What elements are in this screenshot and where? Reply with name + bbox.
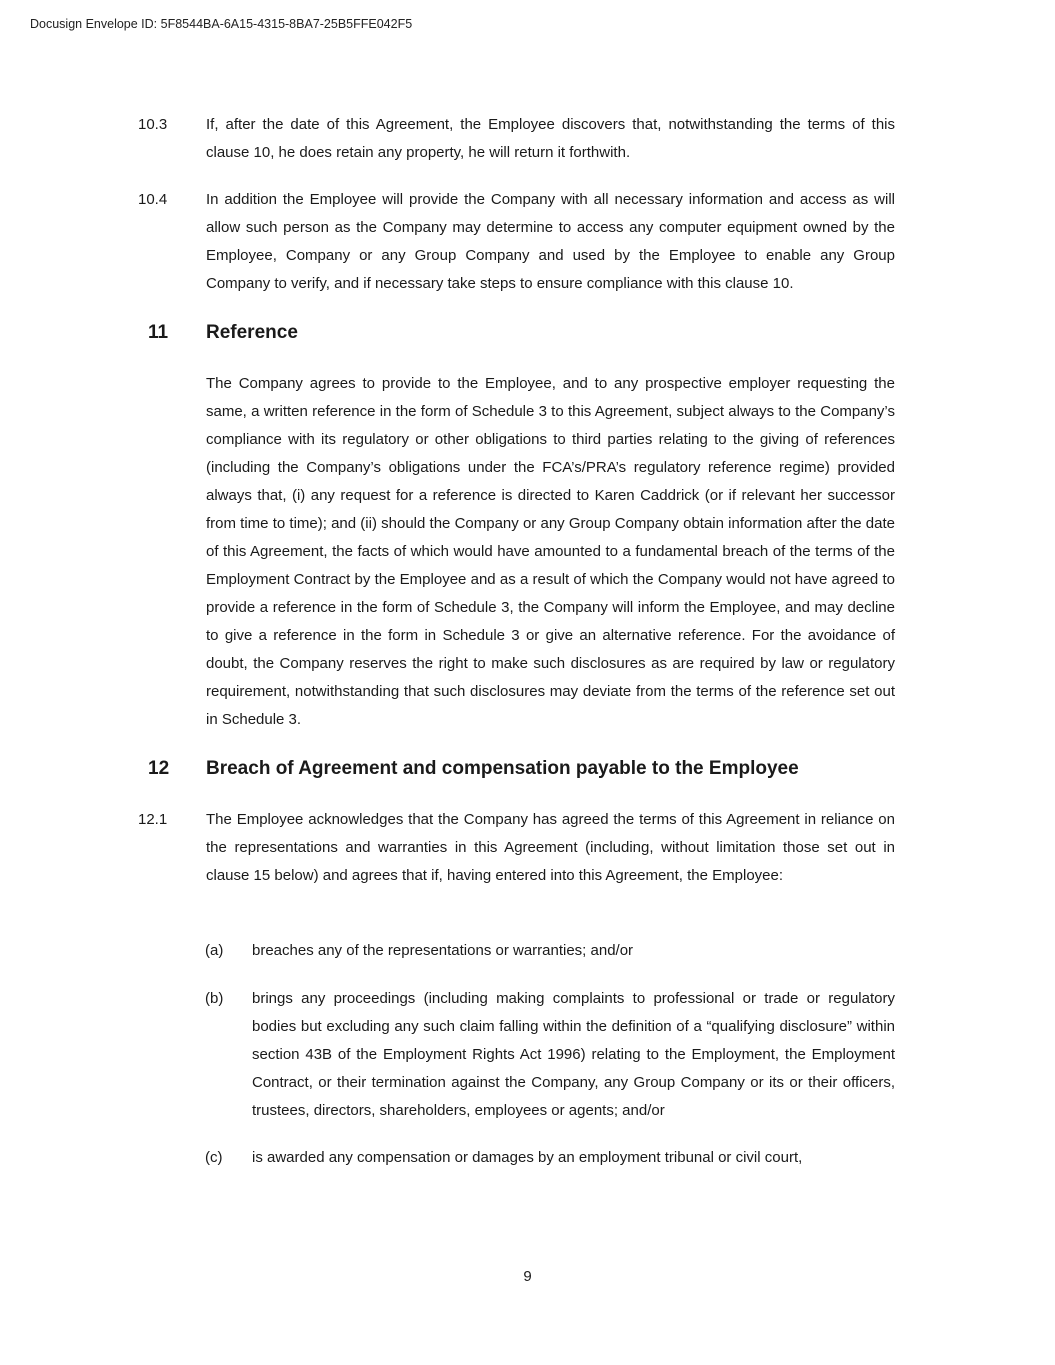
list-item-text-c: is awarded any compensation or damages by an employment tribunal or civil court,	[252, 1149, 803, 1166]
list-item-label-a: (a)	[205, 942, 224, 959]
section-text-11: The Company agrees to provide to the Employee, and to any prospective employer requesting the same, a written reference in the form of Schedule 3 to this Agreement, subject always to the Company’s compliance with its regulatory or other obligations to third parties relating to the giving of references (including the Company’s obligations under the FCA’s/PRA’s regulatory reference regime) provided always that, (i) any request for a reference is directed to Karen Caddrick (or if relevant her successor from time to time); and (ii) should the Company or any Group Company obtain information after the date of this Agreement, the facts of which would have amounted to a fundamental breach of the terms of the Employment Contract by the Employee and as a result of which the Company would not have agreed to provide a reference in the form of Schedule 3, the Company will inform the Employee, and may decline to give a reference in the form in Schedule 3 or give an alternative reference. For the avoidance of doubt, the Company reserves the right to make such disclosures as are required by law or regulatory requirement, notwithstanding that such disclosures may deviate from the terms of the reference set out in Schedule 3.	[206, 375, 895, 728]
clause-text-10-3: If, after the date of this Agreement, the Employee discovers that, notwithstanding the terms of this clause 10, he does retain any property, he will return it forthwith.	[206, 116, 895, 161]
page-number: 9	[523, 1268, 532, 1285]
section-title-11: Reference	[206, 322, 298, 343]
section-number-12: 12	[148, 758, 170, 779]
envelope-id: Docusign Envelope ID: 5F8544BA-6A15-4315-8BA7-25B5FFE042F5	[30, 17, 413, 31]
section-title-12: Breach of Agreement and compensation payable to the Employee	[206, 758, 799, 779]
clause-number-12-1: 12.1	[138, 811, 168, 828]
list-item-text-a: breaches any of the representations or warranties; and/or	[252, 942, 634, 959]
section-number-11: 11	[148, 322, 169, 343]
list-item-text-b: brings any proceedings (including making complaints to professional or trade or regulatory bodies but excluding any such claim falling within the definition of a “qualifying disclosure” within section 43B of the Employment Rights Act 1996) relating to the Employment, the Employment Contract, or their termination against the Company, any Group Company or its or their officers, trustees, directors, shareholders, employees or agents; and/or	[252, 990, 895, 1119]
clause-number-10-3: 10.3	[138, 116, 168, 133]
list-item-label-b: (b)	[205, 990, 224, 1007]
list-item-label-c: (c)	[205, 1149, 223, 1166]
clause-number-10-4: 10.4	[138, 191, 168, 208]
clause-text-12-1: The Employee acknowledges that the Company has agreed the terms of this Agreement in reliance on the representations and warranties in this Agreement (including, without limitation those set out in clause 15 below) and agrees that if, having entered into this Agreement, the Employee:	[206, 811, 895, 884]
clause-text-10-4: In addition the Employee will provide the Company with all necessary information and access as will allow such person as the Company may determine to access any computer equipment owned by the Employee, Company or any Group Company and used by the Employee to enable any Group Company to verify, and if necessary take steps to ensure compliance with this clause 10.	[206, 191, 895, 292]
